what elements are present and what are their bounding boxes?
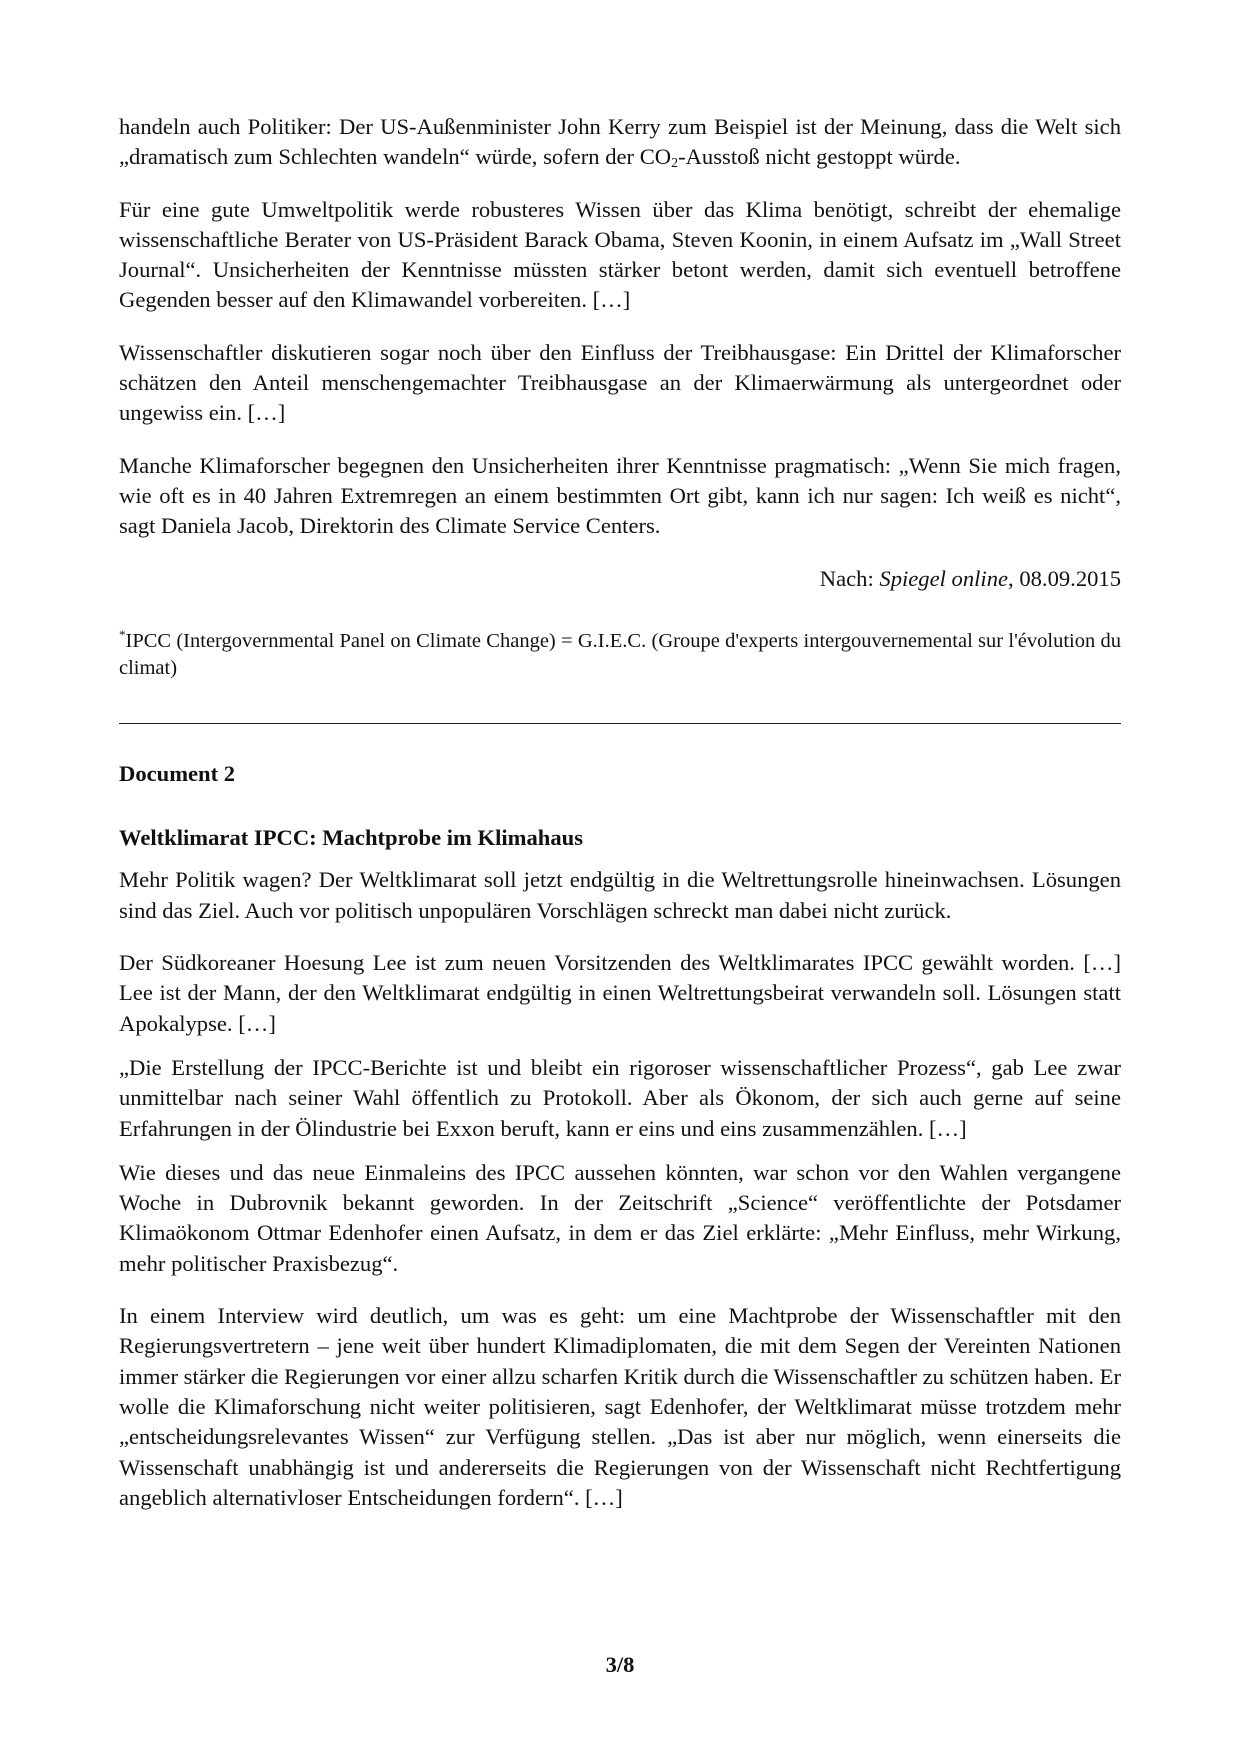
- section-divider: [119, 723, 1121, 724]
- co2-subscript: 2: [671, 156, 679, 172]
- page-content: [119, 112, 1121, 1535]
- source-citation: [119, 564, 1121, 594]
- doc2-paragraph-4: Wie dieses und das neue Einmaleins des IPCC aussehen könnten, war schon vor den Wahlen vergangene Woche in Dubrovnik bekannt geworden. In der Zeitschrift „Science“ veröffentlichte der Potsdamer Klimaökonom Ottmar Edenhofer einen Aufsatz, in dem er das Ziel erklärte: „Mehr Einfluss, mehr Wirkung, mehr politischer Praxisbezug“.: [119, 1159, 1121, 1276]
- doc2-paragraph-1: Mehr Politik wagen? Der Weltklimarat soll jetzt endgültig in die Weltrettungsrolle hineinwachsen. Lösungen sind das Ziel. Auch vor politisch unpopulären Vorschlägen schreckt man dabei nicht zurück.: [119, 867, 1121, 923]
- footnote-text: IPCC (Intergovernmental Panel on Climate Change) = G.I.E.C. (Groupe d'experts intergouvernemental sur l'évolution du climat): [119, 629, 1121, 680]
- source-date: , 08.09.2015: [1008, 565, 1121, 591]
- page-number: 3/8: [605, 1652, 635, 1677]
- doc1-paragraph-1: [119, 112, 1121, 173]
- doc1-paragraph-4: Manche Klimaforscher begegnen den Unsicherheiten ihrer Kenntnisse pragmatisch: „Wenn Sie mich fragen, wie oft es in 40 Jahren Extremregen an einem bestimmten Ort gibt, kann ich nur sagen: Ich weiß es nicht“, sagt Daniela Jacob, Direktorin des Climate Service Centers.: [119, 452, 1121, 539]
- document-2-heading: Document 2: [119, 760, 236, 786]
- footnote: [119, 628, 1121, 683]
- doc1-paragraph-3: Wissenschaftler diskutieren sogar noch über den Einfluss der Treibhausgase: Ein Drittel der Klimaforscher schätzen den Anteil menschengemachter Treibhausgase an der Klimaerwärmung als untergeordnet oder ungewiss ein. […]: [119, 339, 1121, 426]
- footnote-mark: *: [119, 626, 126, 642]
- doc2-paragraph-2: Der Südkoreaner Hoesung Lee ist zum neuen Vorsitzenden des Weltklimarates IPCC gewählt worden. […] Lee ist der Mann, der den Weltklimarat endgültig in einen Weltrettungsbeirat verwandeln soll. Lösungen statt Apokalypse. […]: [119, 950, 1121, 1036]
- doc1-paragraph-2: Für eine gute Umweltpolitik werde robusteres Wissen über das Klima benötigt, schreibt der ehemalige wissenschaftliche Berater von US-Präsident Barack Obama, Steven Koonin, in einem Aufsatz im „Wall Street Journal“. Unsicherheiten der Kenntnisse müssten stärker betont werden, damit sich eventuell betroffene Gegenden besser auf den Klimawandel vorbereiten. […]: [119, 196, 1121, 313]
- article-title: Weltklimarat IPCC: Machtprobe im Klimahaus: [119, 825, 583, 851]
- source-prefix: Nach:: [819, 565, 880, 591]
- doc2-paragraph-3: „Die Erstellung der IPCC-Berichte ist und bleibt ein rigoroser wissenschaftlicher Prozess“, gab Lee zwar unmittelbar nach seiner Wahl öffentlich zu Protokoll. Aber als Ökonom, der sich auch gerne auf seine Erfahrungen in der Ölindustrie bei Exxon beruft, kann er eins und eins zusammenzählen. […]: [119, 1054, 1121, 1141]
- source-name: Spiegel online: [879, 565, 1009, 591]
- doc1-paragraph-1-text-a: handeln auch Politiker: Der US-Außenminister John Kerry zum Beispiel ist der Meinung, dass die Welt sich „dramatisch zum Schlechten wandeln“ würde, sofern der CO: [119, 114, 1121, 170]
- doc1-paragraph-1-text-b: -Ausstoß nicht gestoppt würde.: [678, 144, 961, 170]
- doc2-paragraph-5: In einem Interview wird deutlich, um was es geht: um eine Machtprobe der Wissenschaftler mit den Regierungsvertretern – jene weit über hundert Klimadiplomaten, die mit dem Segen der Vereinten Nationen immer stärker die Regierungen vor einer allzu scharfen Kritik durch die Wissenschaftler zu schützen haben. Er wolle die Klimaforschung nicht weiter politisieren, sagt Edenhofer, der Weltklimarat müsse trotzdem mehr „entscheidungsrelevantes Wissen“ zur Verfügung stellen. „Das ist aber nur möglich, wenn einerseits die Wissenschaft unabhängig ist und andererseits die Regierungen von der Wissenschaft nicht Rechtfertigung angeblich alternativloser Entscheidungen fordern“. […]: [119, 1303, 1121, 1510]
